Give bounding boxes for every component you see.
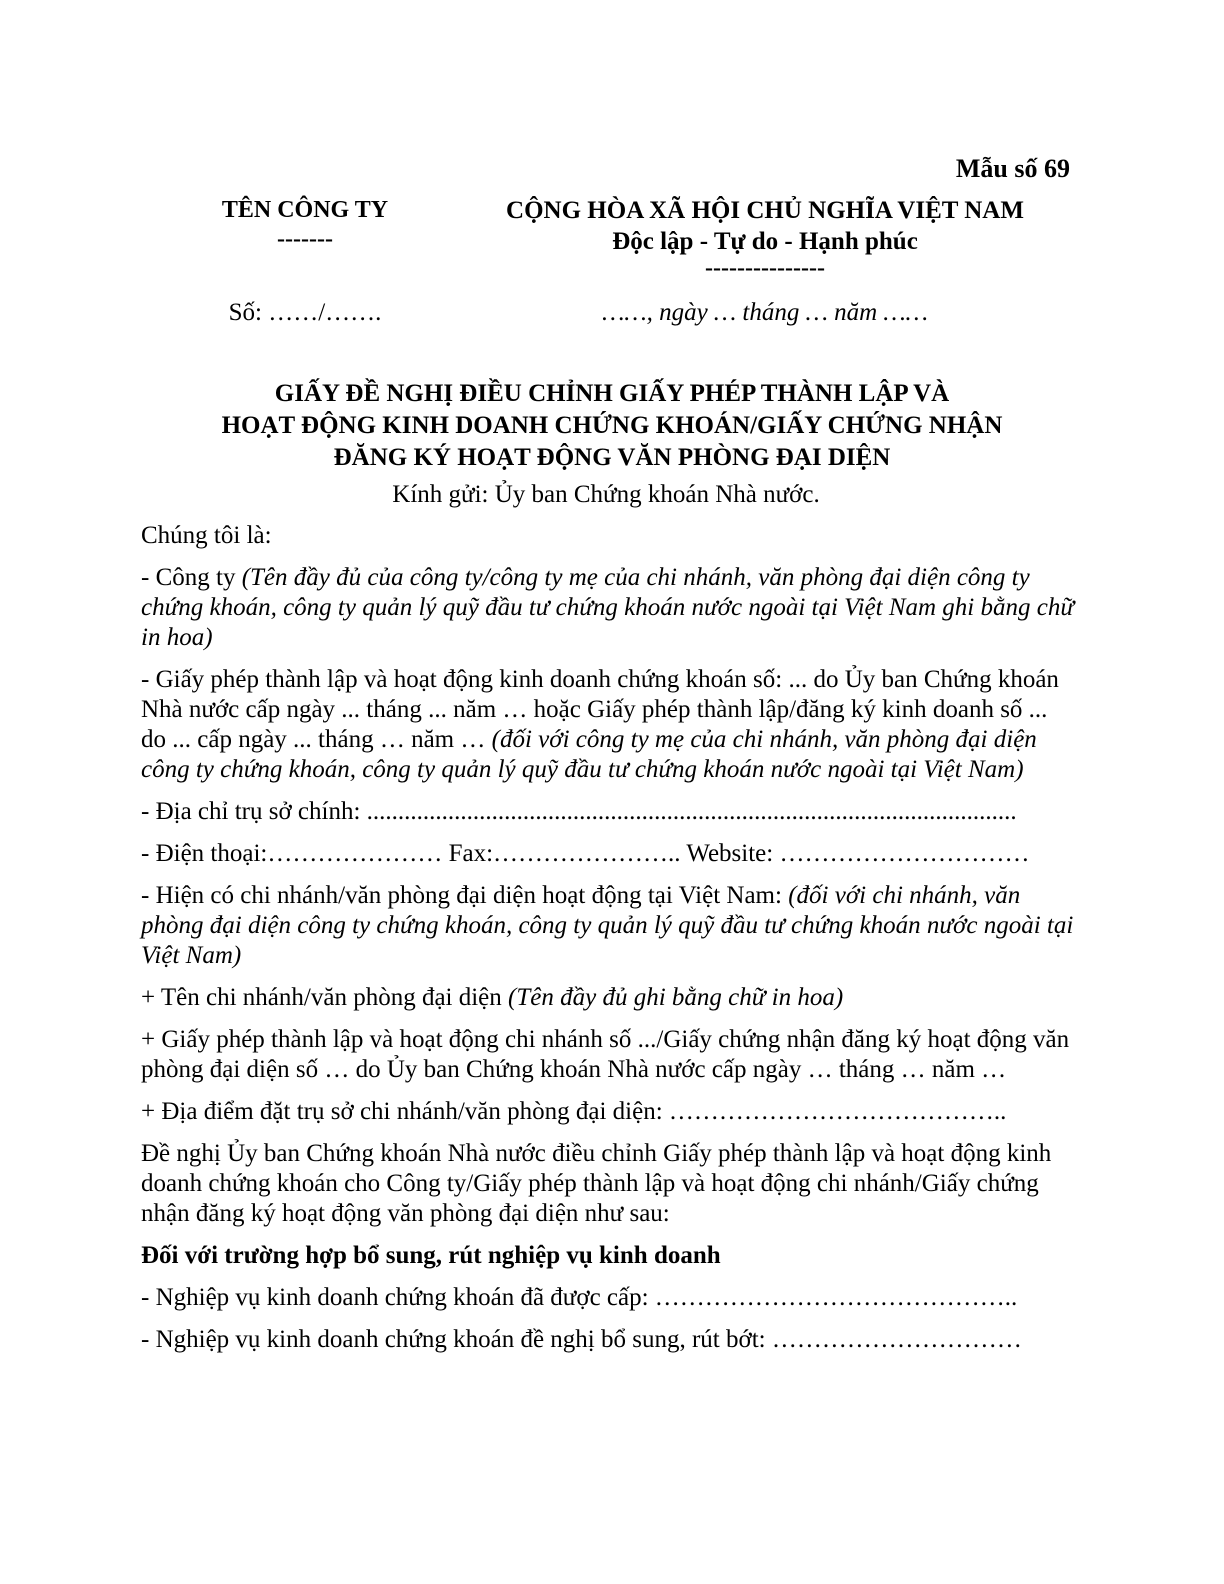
- company-separator: -------: [277, 226, 333, 252]
- branch-text: - Hiện có chi nhánh/văn phòng đại diện hoạt động tại Việt Nam:: [141, 882, 789, 909]
- document-title: [100, 378, 1124, 474]
- branch-name-note: (Tên đầy đủ ghi bằng chữ in hoa): [508, 984, 844, 1011]
- granted-operations-paragraph: - Nghiệp vụ kinh doanh chứng khoán đã được cấp: ……………………………………..: [141, 1284, 1018, 1311]
- contact-paragraph: - Điện thoại:………………… Fax:………………….. Website: …………………………: [141, 840, 1030, 867]
- recipient-line: Kính gửi: Ủy ban Chứng khoán Nhà nước.: [392, 481, 820, 508]
- title-line-2: HOẠT ĐỘNG KINH DOANH CHỨNG KHOÁN/GIẤY CHỨNG NHẬN: [221, 412, 1003, 439]
- intro-paragraph: Chúng tôi là:: [141, 522, 272, 549]
- company-note: (Tên đầy đủ của công ty/công ty mẹ của chi nhánh, văn phòng đại diện công ty chứng khoán, công ty quản lý quỹ đầu tư chứng khoán nước ngoài tại Việt Nam ghi bằng chữ in hoa): [141, 564, 1074, 651]
- company-paragraph: [141, 563, 1076, 653]
- branch-license-paragraph: + Giấy phép thành lập và hoạt động chi nhánh số .../Giấy chứng nhận đăng ký hoạt động văn phòng đại diện số … do Ủy ban Chứng khoán Nhà nước cấp ngày … tháng … năm …: [141, 1026, 1070, 1083]
- company-label: - Công ty: [141, 564, 242, 591]
- branch-name-paragraph: [141, 983, 1076, 1013]
- section-heading: Đối với trường hợp bổ sung, rút nghiệp vụ kinh doanh: [141, 1242, 721, 1269]
- license-text: - Giấy phép thành lập và hoạt động kinh doanh chứng khoán số: ... do Ủy ban Chứng khoán Nhà nước cấp ngày ... tháng ... năm … hoặc Giấy phép thành lập/đăng ký kinh doanh số ... do ... cấp ngày ... tháng … năm …: [141, 666, 1059, 753]
- branch-location-paragraph: + Địa điểm đặt trụ sở chi nhánh/văn phòng đại diện: …………………………………..: [141, 1098, 1007, 1125]
- branch-note: (đối với chi nhánh, văn phòng đại diện công ty chứng khoán, công ty quản lý quỹ đầu tư chứng khoán nước ngoài tại Việt Nam): [141, 882, 1074, 969]
- company-name: TÊN CÔNG TY: [221, 197, 389, 223]
- form-number: Mẫu số 69: [955, 154, 1070, 183]
- branch-paragraph: [141, 881, 1076, 971]
- motto-separator: ---------------: [705, 255, 825, 281]
- address-paragraph: - Địa chỉ trụ sở chính: ........................................................................................................: [141, 798, 1017, 825]
- title-line-1: GIẤY ĐỀ NGHỊ ĐIỀU CHỈNH GIẤY PHÉP THÀNH LẬP VÀ: [274, 380, 950, 407]
- title-line-3: ĐĂNG KÝ HOẠT ĐỘNG VĂN PHÒNG ĐẠI DIỆN: [333, 444, 891, 471]
- license-note: (đối với công ty mẹ của chi nhánh, văn phòng đại diện công ty chứng khoán, công ty quản lý quỹ đầu tư chứng khoán nước ngoài tại Việt Nam): [141, 726, 1037, 783]
- document-number: Số: ……/…….: [228, 299, 382, 326]
- license-paragraph: [141, 665, 1076, 785]
- national-title: CỘNG HÒA XÃ HỘI CHỦ NGHĨA VIỆT NAM: [506, 197, 1024, 224]
- proposed-operations-paragraph: - Nghiệp vụ kinh doanh chứng khoán đề nghị bổ sung, rút bớt: …………………………: [141, 1326, 1022, 1353]
- request-paragraph: Đề nghị Ủy ban Chứng khoán Nhà nước điều chỉnh Giấy phép thành lập và hoạt động kinh doanh chứng khoán cho Công ty/Giấy phép thành lập và hoạt động chi nhánh/Giấy chứng nhận đăng ký hoạt động văn phòng đại diện như sau:: [141, 1140, 1052, 1227]
- place-date-line: ……, ngày … tháng … năm ……: [602, 299, 928, 326]
- document-body: [141, 521, 1076, 1367]
- national-motto: Độc lập - Tự do - Hạnh phúc: [612, 228, 918, 255]
- branch-name-text: + Tên chi nhánh/văn phòng đại diện: [141, 984, 509, 1011]
